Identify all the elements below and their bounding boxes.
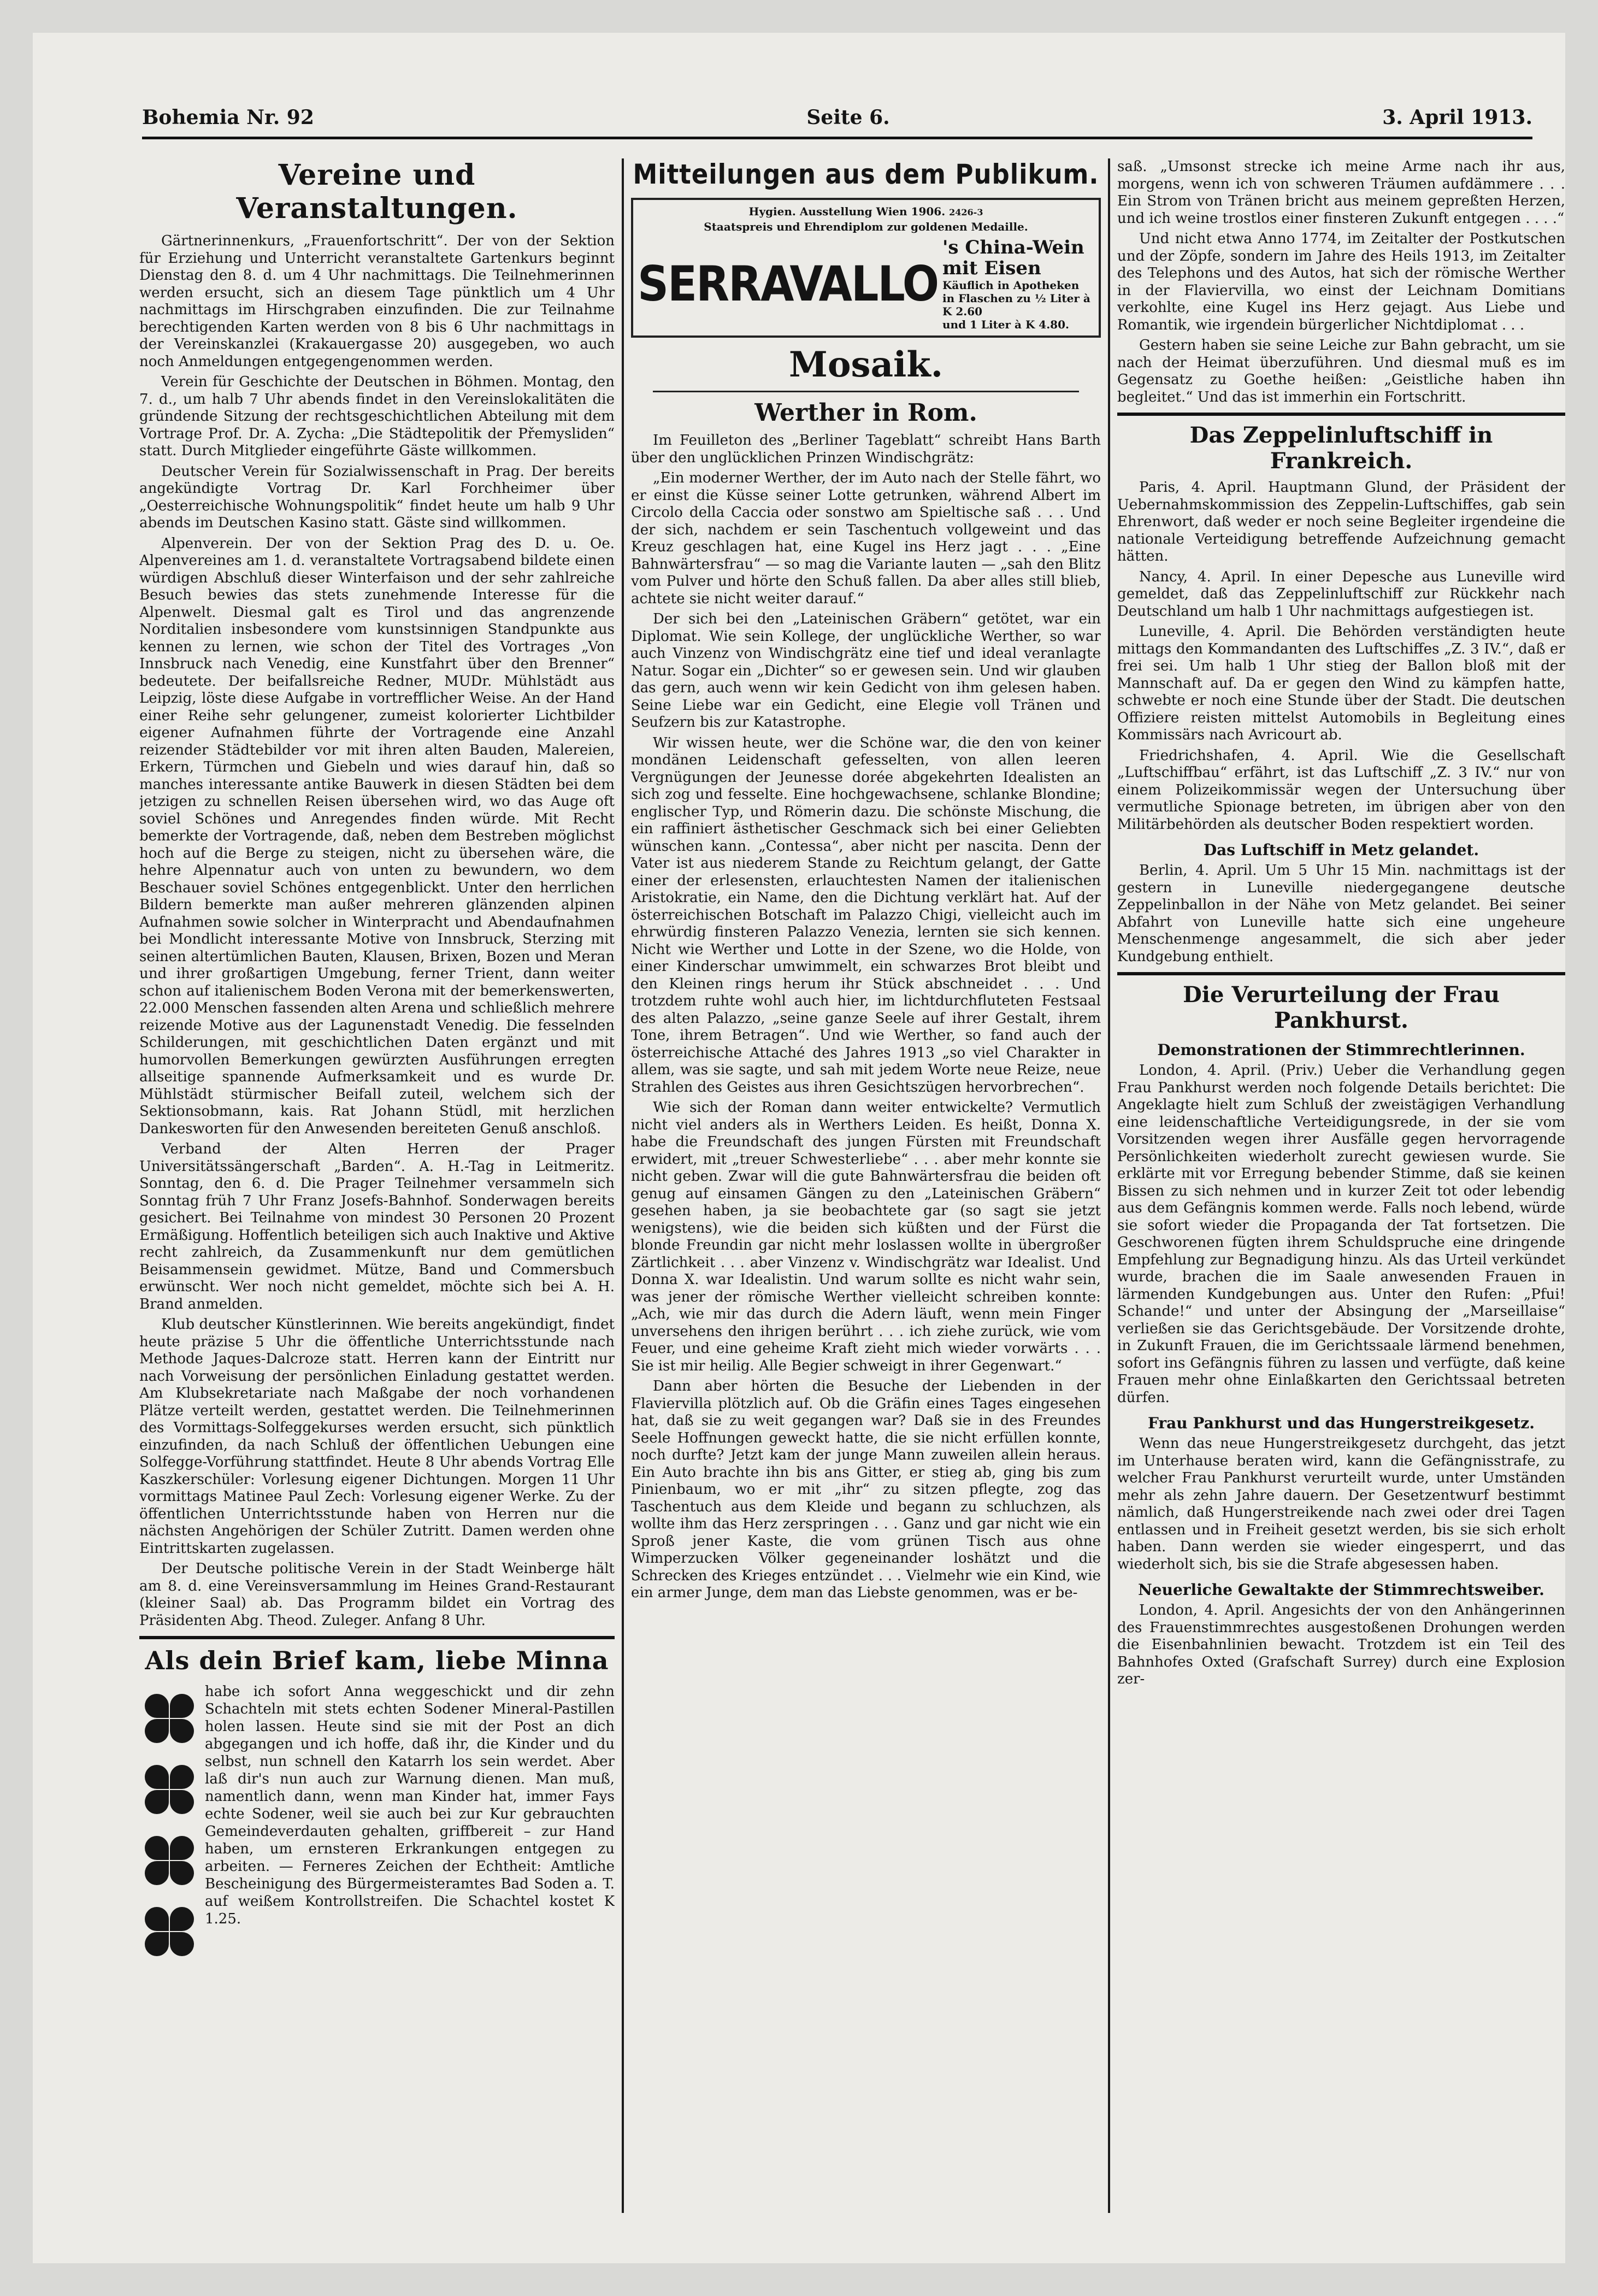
column-2 bbox=[631, 158, 1101, 2218]
column-2-title: Mitteilungen aus dem Publikum. bbox=[633, 158, 1099, 190]
advert-price-litre: und 1 Liter à K 4.80. bbox=[942, 318, 1069, 331]
notice-gaertnerinnenkurs: Gärtnerinnenkurs, „Frauenfortschritt“. Der von der Sektion für Erziehung und Unterricht veranstaltete Gartenkurs beginnt Dienstag den 8. d. um 4 Uhr nachmittags. Die Teilnehmerinnen werden ersucht, sich an diesem Tage pünktlich um 4 Uhr nachmittags im Hirschgraben einzufinden. Die zur Teilnahme berechtigenden Karten werden von 8 bis 6 Uhr nachmittags in der Vereinskanzlei (Krakauergasse 20) ausgegeben, wo auch noch Anmeldungen entgegengenommen werden. bbox=[139, 233, 615, 370]
zeppelin-heading: Das Zeppelinluftschiff in Frankreich. bbox=[1189, 422, 1493, 474]
news-friedrichshafen: Friedrichshafen, 4. April. Wie die Gesellschaft „Luftschiffbau“ erfährt, ist das Luftschiff „Z. 3 IV.“ nur von einem Polizeikommissär wegen der Untersuchung über vermutliche Spionage betreten, im übrigen aber von den Militärbehörden als deutscher Boden respektiert worden. bbox=[1117, 747, 1565, 833]
advert-prize-line: Staatspreis und Ehrendiplom zur goldenen Medaille. bbox=[704, 220, 1028, 233]
clover-icon bbox=[145, 1836, 194, 1885]
pankhurst-heading: Die Verurteilung der Frau Pankhurst. bbox=[1183, 982, 1500, 1033]
advert-availability: Käuflich in Apotheken bbox=[942, 279, 1080, 292]
news-london-2: London, 4. April. Angesichts der von den Anhängerinnen des Frauenstimmrechtes ausgestoßenen Drohungen werden die Eisenbahnlinien bewacht. Trotzdem ist ein Teil des Bahnhofes Oxted (Grafschaft Surrey) durch eine Explosion zer- bbox=[1117, 1602, 1565, 1687]
notice-politischer-verein: Der Deutsche politische Verein in der Stadt Weinberge hält am 8. d. eine Vereinsversammlung im Heines Grand-Restaurant (kleiner Saal) ab. Das Programm bildet ein Vortrag des Präsidenten Abg. Theod. Zuleger. Anfang 8 Uhr. bbox=[139, 1561, 615, 1629]
news-nancy: Nancy, 4. April. In einer Depesche aus Luneville wird gemeldet, daß das Zeppelinluftschiff zur Rückkehr nach Deutschland um halb 1 Uhr nachmittags aufgestiegen ist. bbox=[1117, 568, 1565, 620]
advert-price-half: in Flaschen zu ½ Liter à K 2.60 bbox=[942, 292, 1090, 318]
section-heading: Mosaik. bbox=[789, 344, 943, 385]
newspaper-page bbox=[33, 33, 1565, 2263]
column-1-title: Vereine und Veranstaltungen. bbox=[236, 158, 518, 225]
column-3 bbox=[1117, 158, 1565, 2218]
advert-product: 's China-Wein mit Eisen bbox=[942, 237, 1084, 279]
divider bbox=[139, 1636, 615, 1639]
advert-title: Als dein Brief kam, liebe Minna bbox=[145, 1646, 609, 1675]
advert-sodener bbox=[139, 1683, 615, 1956]
column-rule-1 bbox=[622, 158, 624, 2213]
article-paragraph: Dann aber hörten die Besuche der Liebenden in der Flaviervilla plötzlich auf. Ob die Gräfin eines Tages eingesehen hat, daß sie zu weit gegangen war? Daß sie in des Freundes Seele Hoffnungen geweckt hatte, die sie nicht erfüllen konnte, noch durfte? Jetzt kam der junge Mann zuweilen allein heraus. Ein Auto brachte ihn bis ans Gitter, er stieg ab, ging bis zum Pinienbaum, wo er mit „ihr“ zu sitzen pflegte, zog das Taschentuch aus dem Kleide und begann zu schluchzen, als wollte ihm das Herz zerspringen . . . Ganz und gar nicht wie ein Sproß jener Kaste, die vom grünen Tisch aus ohne Wimperzucken Völker gegeneinander loshätzt und die Schrecken des Krieges entzündet . . . Vielmehr wie ein Kind, wie ein armer Junge, dem man das Liebste genommen, was er be- bbox=[631, 1378, 1101, 1601]
news-paris: Paris, 4. April. Hauptmann Glund, der Präsident der Uebernahmskommission des Zeppelin-Luftschiffes, gab sein Ehrenwort, daß weder er noch seine Begleiter irgendeine die nationale Verteidigung betreffende Aufzeichnung gemacht hätten. bbox=[1117, 479, 1565, 564]
news-berlin: Berlin, 4. April. Um 5 Uhr 15 Min. nachmittags ist der gestern in Luneville niedergegangene deutsche Zeppelinballon in der Nähe von Metz gelandet. Bei seiner Abfahrt von Luneville hatte sich eine ungeheure Menschenmenge angesammelt, die sich aber jeder Kundgebung enthielt. bbox=[1117, 862, 1565, 965]
advert-exhibition-line: Hygien. Ausstellung Wien 1906. 2426-3 bbox=[748, 205, 983, 218]
article-paragraph: „Ein moderner Werther, der im Auto nach der Stelle fährt, wo er einst die Küsse seiner Lotte getrunken, während Albert im Circolo della Caccia oder sonstwo am Spieltische saß . . . Und der sich, nachdem er sein Taschentuch vollgeweint und das Kreuz geschlagen hat, eine Kugel ins Herz jagt . . . „Eine Bahnwärtersfrau“ — so mag die Variante lauten — „sah den Blitz vom Pulver und hörte den Schuß fallen. Da aber alles still blieb, achtete sie nicht weiter darauf.“ bbox=[631, 470, 1101, 607]
column-1 bbox=[139, 158, 615, 2218]
notice-kuenstlerinnen: Klub deutscher Künstlerinnen. Wie bereits angekündigt, findet heute präzise 5 Uhr die öffentliche Unterrichtsstunde nach Methode Jaques-Dalcroze statt. Herren kann der Eintritt nur nach Vorweisung der persönlichen Einladung gestattet werden. Am Klubsekretariate nach Maßgabe der noch vorhandenen Plätze verteilt werden, gestattet werden. Die Teilnehmerinnen des Vormittags-Solfeggekurses werden ersucht, sich pünktlich einzufinden, da nach Schluß der öffentlichen Uebungen eine Solfegge-Vorführung stattfindet. Heute 8 Uhr abends Vortrag Elle Kaszkerschüler: Vorlesung eigener Dichtungen. Morgen 11 Uhr vormittags Matinee Paul Zech: Vorlesung eigener Werke. Zu der öffentlichen Unterrichtsstunde haben von Herren nur die nächsten Angehörigen der Schüler Zutritt. Damen werden ohne Eintrittskarten zugelassen. bbox=[139, 1316, 615, 1557]
column-rule-2 bbox=[1108, 158, 1110, 2213]
advert-brand: SERRAVALLO bbox=[638, 256, 938, 312]
notice-barden: Verband der Alten Herren der Prager Universitätssängerschaft „Barden“. A. H.-Tag in Leitmeritz. Sonntag, den 6. d. Die Prager Teilnehmer versammeln sich Sonntag früh 7 Uhr Franz Josefs-Bahnhof. Sonderwagen bereits gesichert. Bei Teilnahme von mindest 30 Personen 20 Prozent Ermäßigung. Hoffentlich beteiligen sich auch Inaktive und Aktive recht zahlreich, da Zusammenkunft nur dem gemütlichen Beisammensein gewidmet. Mütze, Band und Commersbuch erwünscht. Wer noch nicht gemeldet, möchte sich bei A. H. Brand anmelden. bbox=[139, 1141, 615, 1312]
article-paragraph: Wir wissen heute, wer die Schöne war, die den von keiner mondänen Leidenschaft gefesselten, von allen leeren Vergnügungen der Jeunesse dorée abgekehrten Idealisten an sich zog und fesselte. Eine hochgewachsene, schlanke Blondine; englischer Typ, und Römerin dazu. Die schönste Mischung, die ein raffiniert ästhetischer Geschmack sich bei einer Geliebten wünschen kann. „Contessa“, aber nicht per nascita. Denn der Vater ist aus niederem Stande zu Reichtum gelangt, der Gatte einer der erlesensten, erlauchtesten Namen der italienischen Aristokratie, ein Name, den die Dichtung verklärt hat. Auf der österreichischen Botschaft im Palazzo Chigi, vielleicht auch im ehrwürdig finsteren Palazzo Venezia, lernten sie sich kennen. Nicht wie Werther und Lotte in der Szene, wo die Holde, von einer Kinderschar umwimmelt, ein schwarzes Brot bleibt und den Kleinen rings herum ihr Stück abschneidet . . . Und trotzdem ruhte wohl auch hier, im lichtdurchfluteten Festsaal des alten Palazzo, „seine ganze Seele auf ihrer Gestalt, ihrem Tone, ihrem Betragen“. Und wie Werther, so fand auch der österreichische Attaché des Jahres 1913 „so viel Charakter in allem, was sie sagte, und sah mit jedem Worte neue Reize, neue Strahlen des Geistes aus ihren Gesichtszügen hervorbrechen“. bbox=[631, 734, 1101, 1096]
article-paragraph: Gestern haben sie seine Leiche zur Bahn gebracht, um sie nach der Heimat überzuführen. Und diesmal muß es im Gegensatz zu Goethe heißen: „Geistliche haben ihn begleitet.“ Und das ist immerhin ein Fortschritt. bbox=[1117, 337, 1565, 405]
advert-text: habe ich sofort Anna weggeschickt und dir zehn Schachteln mit stets echten Sodener Mineral-Pastillen holen lassen. Heute sind sie mit der Post an dich abgegangen und ich hoffe, daß ihr, die Kinder und du selbst, nun schnell den Katarrh los sein werdet. Aber laß dir's nun auch zur Warnung dienen. Man muß, namentlich dann, wenn man Kinder hat, immer Fays echte Sodener, weil sie auch bei zur Kur gebrauchten Gemeindeverdauten gehalten, griffbereit – zur Hand haben, um ernsteren Erkrankungen entgegen zu arbeiten. — Ferneres Zeichen der Echtheit: Amtliche Bescheinigung des Bürgermeisteramtes Bad Soden a. T. auf weißem Kontrollstreifen. Die Schachtel kostet K 1.25. bbox=[205, 1683, 615, 1927]
hungerstreik-heading: Frau Pankhurst und das Hungerstreikgesetz. bbox=[1148, 1414, 1535, 1432]
notice-verein-geschichte: Verein für Geschichte der Deutschen in Böhmen. Montag, den 7. d., um halb 7 Uhr abends findet in den Vereinslokalitäten die gründende Sitzung der rechtsgeschichtlichen Abteilung mit dem Vortrage Prof. Dr. A. Zycha: „Die Städtepolitik der Přemysliden“ statt. Durch Mitglieder eingeführte Gäste willkommen. bbox=[139, 374, 615, 459]
article-title: Werther in Rom. bbox=[754, 399, 977, 427]
news-luneville: Luneville, 4. April. Die Behörden verständigten heute mittags den Kommandanten des Luftschiffes „Z. 3 IV.“, daß er frei sei. Um halb 1 Uhr stieg der Ballon bloß mit der Mannschaft auf. Da er gegen den Wind zu kämpfen hatte, schwebte er noch eine Stunde über der Stadt. Die deutschen Offiziere reisten mittelst Automobils in Begleitung eines Kommissärs nach Avricourt ab. bbox=[1117, 623, 1565, 743]
clover-ornaments bbox=[139, 1683, 199, 1956]
article-paragraph: Der sich bei den „Lateinischen Gräbern“ getötet, war ein Diplomat. Wie sein Kollege, der unglückliche Werther, so war auch Vinzenz von Windischgrätz eine tief und ideal veranlagte Natur. Sogar ein „Dichter“ so er gewesen sein. Und wir glauben das gern, auch wenn wir kein Gedicht von ihm gelesen haben. Seine Liebe war ein Gedicht, eine Elegie voll Tränen und Seufzern bis zur Katastrophe. bbox=[631, 611, 1101, 731]
clover-icon bbox=[145, 1694, 194, 1743]
running-header bbox=[142, 98, 1532, 139]
notice-sozialwissenschaft: Deutscher Verein für Sozialwissenschaft in Prag. Der bereits angekündigte Vortrag Dr. Karl Forchheimer über „Oesterreichische Wohnungspolitik“ findet heute um halb 9 Uhr abends im Deutschen Kasino statt. Gäste sind willkommen. bbox=[139, 463, 615, 531]
divider bbox=[1117, 413, 1565, 416]
article-paragraph: Und nicht etwa Anno 1774, im Zeitalter der Postkutschen und der Zöpfe, sondern im Jahre des Heils 1913, im Zeitalter des Telephons und des Autos, hat sich der römische Werther in der Flaviervilla, wo einst der Leichnam Domitians verkohlte, eine Kugel ins Herz gejagt. Aus Liebe und Romantik, wie irgendein bürgerlicher Nichtdiplomat . . . bbox=[1117, 231, 1565, 333]
notice-alpenverein: Alpenverein. Der von der Sektion Prag des D. u. Oe. Alpenvereines am 1. d. veranstaltete Vortragsabend bildete einen würdigen Abschluß dieser Winterfaison und der sehr zahlreiche Besuch bewies das stets zunehmende Interesse für die Alpenwelt. Diesmal galt es Tirol und das angrenzende Norditalien insbesondere vom kunstsinnigen Standpunkte aus kennen zu lernen, wie schon der Titel des Vortrages „Von Innsbruck nach Venedig, eine Kunstfahrt über den Brenner“ bedeutete. Der beifallsreiche Redner, MUDr. Mühlstädt aus Leipzig, löste diese Aufgabe in vortrefflicher Weise. An der Hand einer Reihe sehr gelungener, zumeist kolorierter Lichtbilder eigener Aufnahmen führte der Vortragende eine Anzahl reizender Städtebilder vor mit ihren alten Bauden, Malereien, Erkern, Türmchen und Giebeln und wies darauf hin, daß so manches interessante antike Bauwerk in diesen Städten bei dem jetzigen zu schnellen Reisen übersehen wird, wo das Auge oft soviel Schönes und Anregendes finden würde. Mit Recht bemerkte der Vortragende, daß, neben dem Bestreben möglichst hoch auf die Berge zu steigen, nicht zu übersehen wäre, die hehre Alpennatur auch von unten zu bewundern, wo dem Beschauer soviel Schönes entgegenblickt. Unter den herrlichen Bildern bemerkte man außer mehreren glänzenden alpinen Aufnahmen sowie solcher in Winterpracht und Abendaufnahmen bei Mondlicht interessante Motive von Innsbruck, Sterzing mit seinen altertümlichen Bauten, Klausen, Brixen, Bozen und Meran und ihrer großartigen Umgebung, ferner Trient, dann weiter schon auf italienischem Boden Verona mit der bemerkenswerten, 22.000 Menschen fassenden alten Arena und schließlich mehrere reizende Motive aus der Lagunenstadt Venedig. Die fesselnden Schilderungen, mit geschichtlichen Daten ergänzt und mit humorvollen Bemerkungen gewürzten Ausführungen erregten allseitige spannende Aufmerksamkeit und es wurde Dr. Mühlstädt stürmischer Beifall zuteil, welchem sich der Sektionsobmann, kais. Rat Johann Stüdl, mit herzlichen Dankesworten für den Anwesenden bereiteten Genuß anschloß. bbox=[139, 535, 615, 1137]
article-paragraph: Wie sich der Roman dann weiter entwickelte? Vermutlich nicht viel anders als in Werthers Leiden. Es heißt, Donna X. habe die Freundschaft des jungen Fürsten mit Freundschaft erwidert, mit „treuer Schwesterliebe“ . . . aber mehr konnte sie nicht geben. Zwar will die gute Bahnwärtersfrau die beiden oft genug auf einsamen Gängen zu den „Lateinischen Gräbern“ gesehen haben, ja sie beobachtete gar (so sagt sie jetzt wenigstens), wie die beiden sich küßten und der Fürst die blonde Freundin gar nicht mehr loslassen wollte in übergroßer Zärtlichkeit . . . aber Vinzenz v. Windischgrätz war Idealist. Und Donna X. war Idealistin. Und warum sollte es nicht wahr sein, was jener der römische Werther vielleicht schreiben konnte: „Ach, wie mir das durch die Adern läuft, wenn mein Finger unversehens den ihrigen berührt . . . ich ziehe zurück, wie vom Feuer, und eine geheime Kraft zieht mich wieder vorwärts . . . Sie ist mir heilig. Alle Begier schweigt in ihrer Gegenwart.“ bbox=[631, 1099, 1101, 1374]
clover-icon bbox=[145, 1765, 194, 1814]
header-date: 3. April 1913. bbox=[1382, 106, 1532, 129]
divider bbox=[1117, 972, 1565, 975]
metz-heading: Das Luftschiff in Metz gelandet. bbox=[1203, 841, 1479, 859]
header-masthead: Bohemia Nr. 92 bbox=[142, 106, 314, 129]
clover-icon bbox=[145, 1907, 194, 1956]
news-london-1: London, 4. April. (Priv.) Ueber die Verhandlung gegen Frau Pankhurst werden noch folgende Details berichtet: Die Angeklagte hielt zum Schluß der zweistägigen Verhandlung eine leidenschaftliche Verteidigungsrede, in der sie vom Vorsitzenden wegen ihrer Ausfälle gegen hervorragende Persönlichkeiten wiederholt zurecht gewiesen wurde. Sie erklärte mit vor Erregung bebender Stimme, daß sie keinen Bissen zu sich nehmen und in kurzer Zeit tot oder lebendig aus dem Gefängnis kommen werde. Falls noch lebend, würde sie sofort wieder die Propaganda der Tat fortsetzen. Die Geschworenen fügten ihrem Schuldspruche eine dringende Empfehlung zur Begnadigung hinzu. Als das Urteil verkündet wurde, brachen die im Saale anwesenden Frauen in lärmenden Kundgebungen aus. Unter den Rufen: „Pfui! Schande!“ und unter der Absingung der „Marseillaise“ verließen sie das Gerichtsgebäude. Der Vorsitzende drohte, in Zukunft Frauen, die im Gerichtssaale lärmend benehmen, sofort ins Gefängnis führen zu lassen und verfügte, daß keine Frauen mehr ohne Einlaßkarten den Gerichtssaal betreten dürfen. bbox=[1117, 1062, 1565, 1406]
news-hungerstreik: Wenn das neue Hungerstreikgesetz durchgeht, das jetzt im Unterhause beraten wird, kann die Gefängnisstrafe, zu welcher Frau Pankhurst verurteilt wurde, unter Umständen mehr als zehn Jahre dauern. Der Gesetzentwurf bestimmt nämlich, daß Hungerstreikende nach zwei oder drei Tagen entlassen und in Freiheit gesetzt werden, bis sie sich erholt haben. Dann werden sie wieder eingesperrt, und das wiederholt sich, bis sie die Strafe abgesessen haben. bbox=[1117, 1435, 1565, 1573]
pankhurst-subheading: Demonstrationen der Stimmrechtlerinnen. bbox=[1157, 1041, 1525, 1059]
advert-serravallo bbox=[631, 198, 1101, 338]
gewaltakte-heading: Neuerliche Gewaltakte der Stimmrechtsweiber. bbox=[1138, 1581, 1544, 1599]
header-page-number: Seite 6. bbox=[806, 106, 890, 129]
article-paragraph: Im Feuilleton des „Berliner Tageblatt“ schreibt Hans Barth über den unglücklichen Prinzen Windischgrätz: bbox=[631, 432, 1101, 466]
article-paragraph: saß. „Umsonst strecke ich meine Arme nach ihr aus, morgens, wenn ich von schweren Träumen aufdämmere . . . Ein Strom von Tränen bricht aus meinem gepreßten Herzen, und ich weine trostlos einer finsteren Zukunft entgegen . . . .“ bbox=[1117, 158, 1565, 227]
advert-code: 2426-3 bbox=[949, 207, 983, 217]
divider bbox=[653, 391, 1079, 392]
